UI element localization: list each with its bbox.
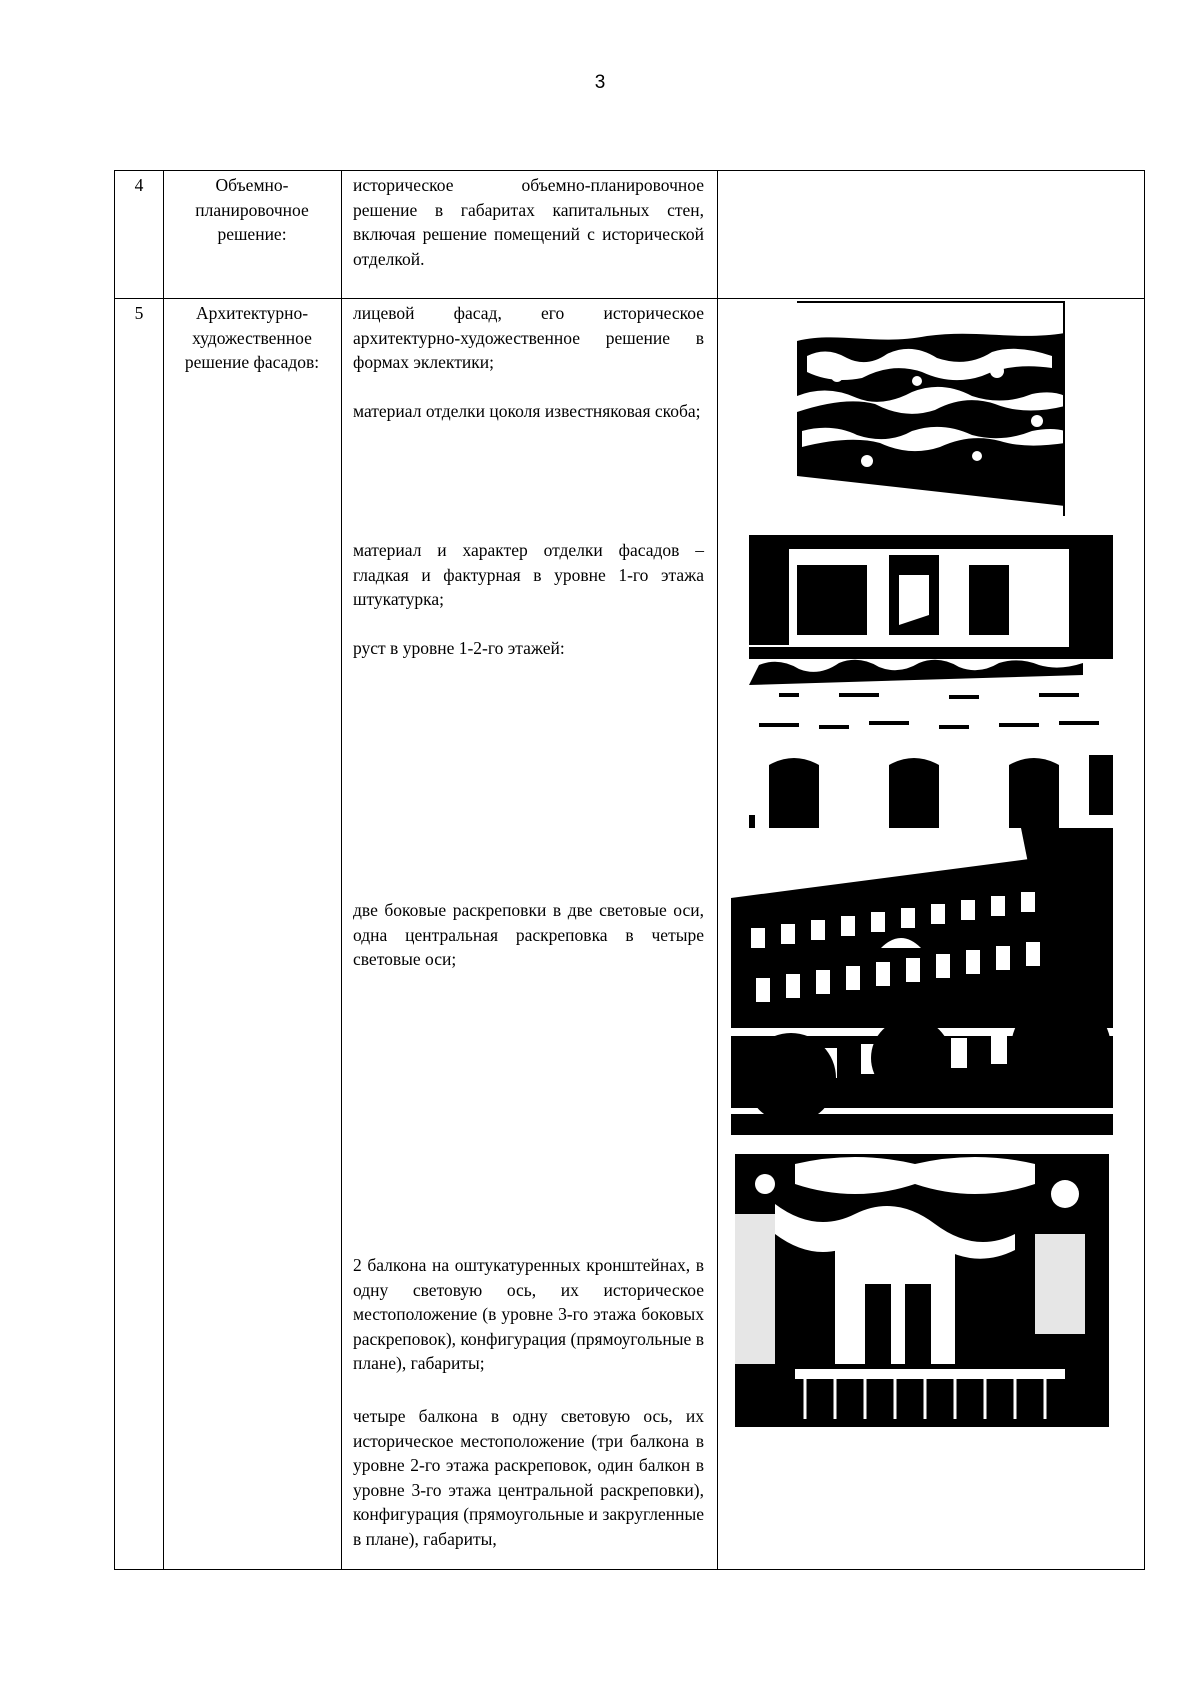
facade-window-photo — [749, 535, 1113, 711]
description-paragraph: материал отделки цоколя известняковая скоба; — [353, 401, 701, 421]
plinth-photo — [797, 301, 1065, 516]
balcony-photo — [735, 1154, 1109, 1427]
row-description — [353, 173, 704, 271]
description-paragraph: две боковые раскреповки в две световые оси, одна центральная раскреповка в четыре световые оси; — [353, 900, 704, 969]
column-divider — [717, 171, 718, 1569]
row-number: 5 — [134, 303, 144, 323]
page-number: 3 — [594, 72, 606, 93]
description-paragraph: четыре балкона в одну световую ось, их историческое местоположение (три балкона в уровне 2-го этажа раскреповок, один балкон в уровне 3-го этажа центральной раскреповки), конфигурация (прямоугольные и закругленные в плане), габариты, — [353, 1406, 704, 1549]
building-overview-photo — [731, 828, 1113, 1135]
row-title: Объемно-планировочное решение: — [195, 175, 309, 244]
column-divider — [341, 171, 342, 1569]
description-paragraph: материал и характер отделки фасадов – гладкая и фактурная в уровне 1-го этажа штукатурка; — [353, 540, 704, 609]
description-paragraph: руст в уровне 1-2-го этажей: — [353, 638, 565, 658]
row-title: Архитектурно-художественное решение фасадов: — [184, 303, 320, 372]
row-number: 4 — [134, 175, 144, 195]
description-paragraph: лицевой фасад, его историческое архитектурно-художественное решение в формах эклектики; — [353, 303, 704, 372]
description-paragraph: 2 балкона на оштукатуренных кронштейнах, в одну световую ось, их историческое местоположение (в уровне 3-го этажа боковых раскреповок), конфигурация (прямоугольные в плане), габариты; — [353, 1255, 704, 1373]
column-divider — [163, 171, 164, 1569]
protection-table — [114, 170, 1145, 1570]
row-divider — [115, 298, 1144, 299]
description-paragraph: историческое объемно-планировочное решение в габаритах капитальных стен, включая решение помещений с исторической отделкой. — [353, 175, 704, 269]
